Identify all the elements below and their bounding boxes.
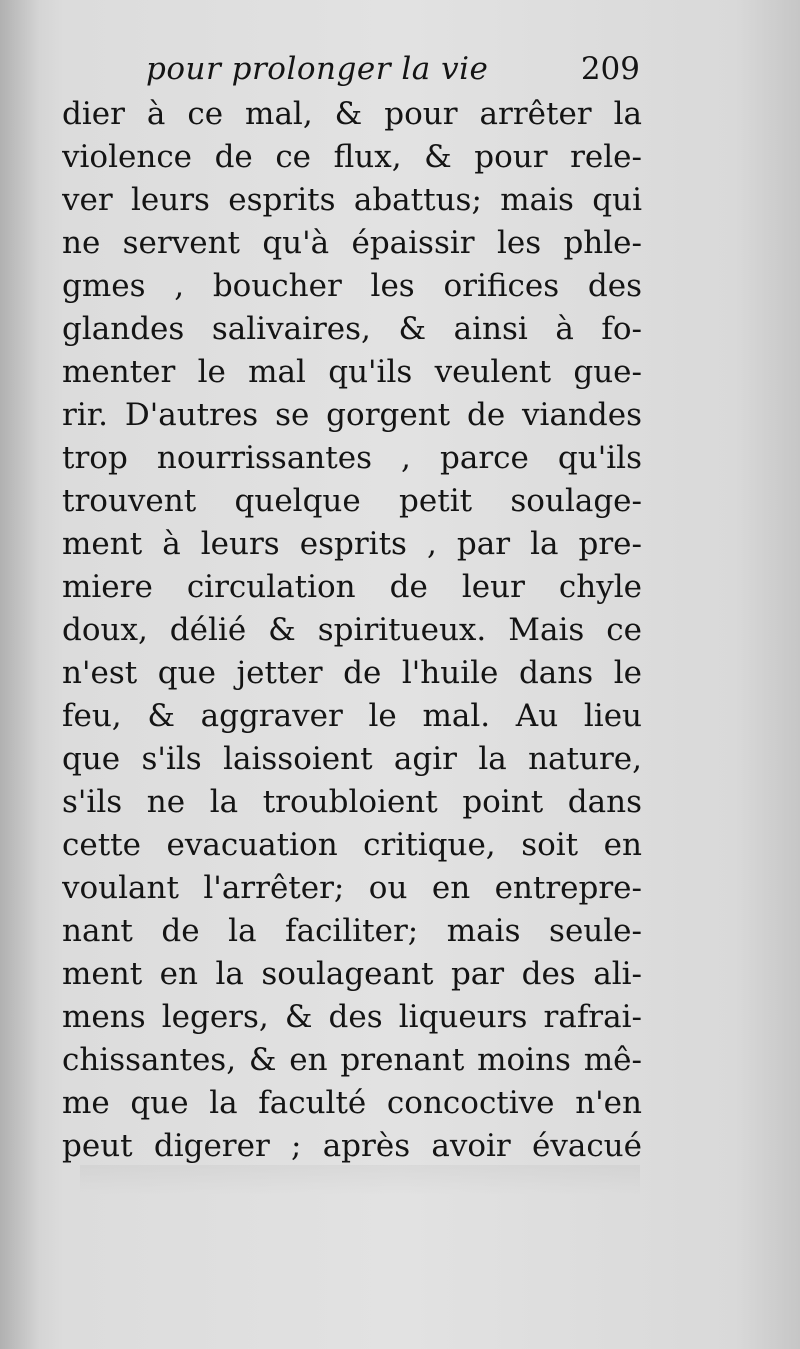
text-line: doux, délié & spiritueux. Mais ce <box>62 612 642 648</box>
text-line: trop nourrissantes , parce qu'ils <box>62 440 642 476</box>
running-head <box>62 45 642 93</box>
text-line: chissantes, & en prenant moins mê- <box>62 1042 642 1078</box>
text-line: ne servent qu'à épaissir les phle- <box>62 225 642 261</box>
body-text <box>62 93 642 1168</box>
text-line: miere circulation de leur chyle <box>62 569 642 605</box>
text-line: n'est que jetter de l'huile dans le <box>62 655 642 691</box>
show-through-bleed <box>80 1165 640 1195</box>
text-block <box>62 45 642 1168</box>
text-line: rir. D'autres se gorgent de viandes <box>62 397 642 433</box>
text-line: ment à leurs esprits , par la pre- <box>62 526 642 562</box>
text-line: gmes , boucher les orifices des <box>62 268 642 304</box>
text-line: feu, & aggraver le mal. Au lieu <box>62 698 642 734</box>
text-line: voulant l'arrêter; ou en entrepre- <box>62 870 642 906</box>
page-number: 209 <box>580 51 640 87</box>
text-line: ment en la soulageant par des ali- <box>62 956 642 992</box>
text-line: dier à ce mal, & pour arrêter la <box>62 96 642 132</box>
text-line: mens legers, & des liqueurs rafrai- <box>62 999 642 1035</box>
text-line: que s'ils laissoient agir la nature, <box>62 741 642 777</box>
text-line: me que la faculté concoctive n'en <box>62 1085 642 1121</box>
text-line: s'ils ne la troubloient point dans <box>62 784 642 820</box>
text-line: ver leurs esprits abattus; mais qui <box>62 182 642 218</box>
text-line: nant de la faciliter; mais seule- <box>62 913 642 949</box>
text-line: trouvent quelque petit soulage- <box>62 483 642 519</box>
text-line: peut digerer ; après avoir évacué <box>62 1128 642 1164</box>
gutter-shadow <box>0 0 40 1349</box>
running-head-title: pour prolonger la vie <box>146 51 489 87</box>
text-line: menter le mal qu'ils veulent gue- <box>62 354 642 390</box>
text-line: cette evacuation critique, soit en <box>62 827 642 863</box>
text-line: violence de ce flux, & pour rele- <box>62 139 642 175</box>
text-line: glandes salivaires, & ainsi à fo- <box>62 311 642 347</box>
